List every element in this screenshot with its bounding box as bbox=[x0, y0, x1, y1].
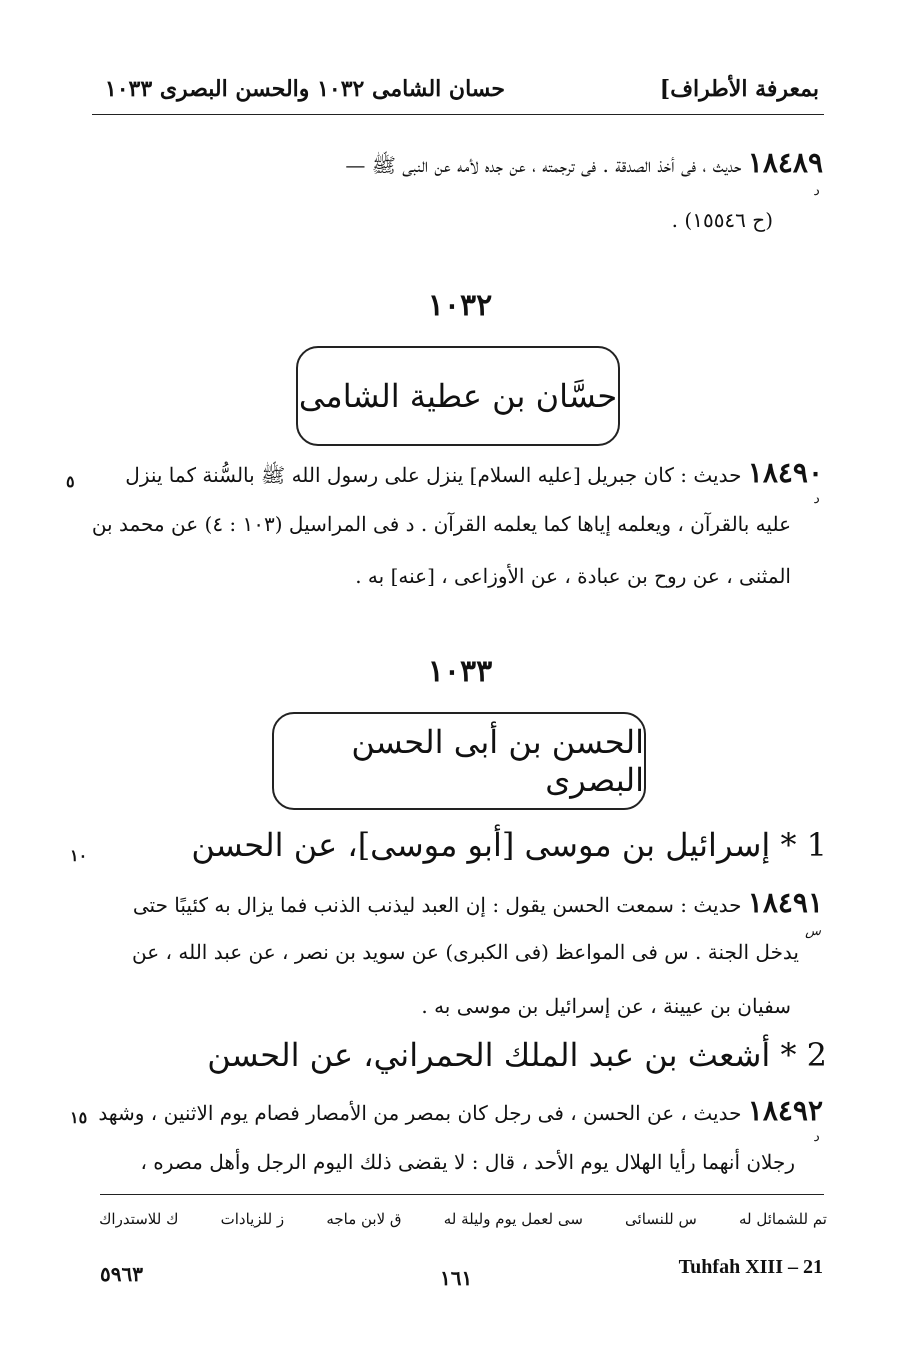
source-siglum: د bbox=[813, 184, 819, 199]
hadith-number: ١٨٤٨٩ bbox=[747, 146, 823, 179]
hadith-entry-18492 bbox=[95, 1094, 823, 1184]
hadith-number: ١٨٤٩٠ bbox=[747, 456, 823, 489]
narrator-subheading: 1 * إسرائيل بن موسى [أبو موسى]، عن الحسن bbox=[191, 826, 827, 864]
hadith-number: ١٨٤٩٢ bbox=[747, 1094, 823, 1127]
hadith-entry-18490 bbox=[91, 456, 823, 596]
section-number-1033: ١٠٣٣ bbox=[427, 654, 493, 689]
legend-item: ق لابن ماجه bbox=[326, 1210, 402, 1228]
source-siglum: س bbox=[805, 924, 821, 939]
siglum-legend bbox=[99, 1210, 827, 1228]
legend-item: ك للاستدراك bbox=[99, 1210, 179, 1228]
section-title-box-1033 bbox=[272, 712, 646, 810]
hadith-text-line: يدخل الجنة . س فى المواعظ (فى الكبرى) عن سويد بن نصر ، عن عبد الله ، عن bbox=[132, 940, 799, 964]
hadith-entry-18491 bbox=[95, 886, 823, 1026]
legend-item: تم للشمائل له bbox=[738, 1210, 827, 1228]
footer-code: ٥٩٦٣ bbox=[100, 1262, 143, 1286]
section-title: الحسن بن أبى الحسن البصرى bbox=[351, 723, 644, 799]
running-header-right: بمعرفة الأطراف] bbox=[659, 76, 819, 102]
volume-signature: Tuhfah XIII – 21 bbox=[678, 1256, 823, 1278]
legend-item: ز للزيادات bbox=[220, 1210, 285, 1228]
hadith-text-line: (ح ١٥٥٤٦) . bbox=[671, 208, 773, 232]
page-number: ١٦١ bbox=[440, 1266, 473, 1290]
source-siglum: د bbox=[813, 492, 819, 507]
hadith-text-line: حديث ، عن الحسن ، فى رجل كان بمصر من الأمصار فصام يوم الاثنين ، وشهد bbox=[98, 1101, 742, 1125]
header-rule bbox=[92, 114, 824, 115]
hadith-text-line: سفيان بن عيينة ، عن إسرائيل بن موسى به . bbox=[421, 994, 791, 1018]
hadith-text-line: رجلان أنهما رأيا الهلال يوم الأحد ، قال : لا يقضى ذلك اليوم الرجل وأهل مصره ، bbox=[140, 1150, 795, 1174]
hadith-text-line: حديث ، فى أخذ الصدقة . فى ترجمته ، عن جده لأمه عن النبى ﷺ — bbox=[345, 153, 742, 177]
hadith-text-line: المثنى ، عن روح بن عبادة ، عن الأوزاعى ، [عنه] به . bbox=[355, 564, 791, 588]
legend-item: س للنسائى bbox=[625, 1210, 697, 1228]
hadith-text-line: عليه بالقرآن ، ويعلمه إياها كما يعلمه القرآن . د فى المراسيل (١٠٣ : ٤) عن محمد بن bbox=[91, 512, 791, 536]
margin-line-number: ٥ bbox=[66, 472, 75, 491]
section-title: حسَّان بن عطية الشامى bbox=[298, 377, 618, 415]
section-number-1032: ١٠٣٢ bbox=[427, 288, 493, 323]
hadith-text-line: حديث : كان جبريل [عليه السلام] ينزل على رسول الله ﷺ بالسُّنة كما ينزل bbox=[125, 463, 742, 487]
margin-line-number: ١٠ bbox=[70, 846, 88, 865]
legend-rule bbox=[100, 1194, 824, 1195]
running-header-center: حسان الشامى ١٠٣٢ والحسن البصرى ١٠٣٣ bbox=[104, 76, 505, 102]
section-title-box-1032 bbox=[296, 346, 620, 446]
margin-line-number: ١٥ bbox=[70, 1108, 88, 1127]
hadith-number: ١٨٤٩١ bbox=[747, 886, 823, 919]
legend-item: سى لعمل يوم وليلة له bbox=[443, 1210, 583, 1228]
narrator-subheading: 2 * أشعث بن عبد الملك الحمراني، عن الحسن bbox=[207, 1036, 827, 1074]
source-siglum: د bbox=[813, 1130, 819, 1145]
hadith-text-line: حديث : سمعت الحسن يقول : إن العبد ليذنب الذنب فما يزال به كئيبًا حتى bbox=[132, 893, 742, 917]
